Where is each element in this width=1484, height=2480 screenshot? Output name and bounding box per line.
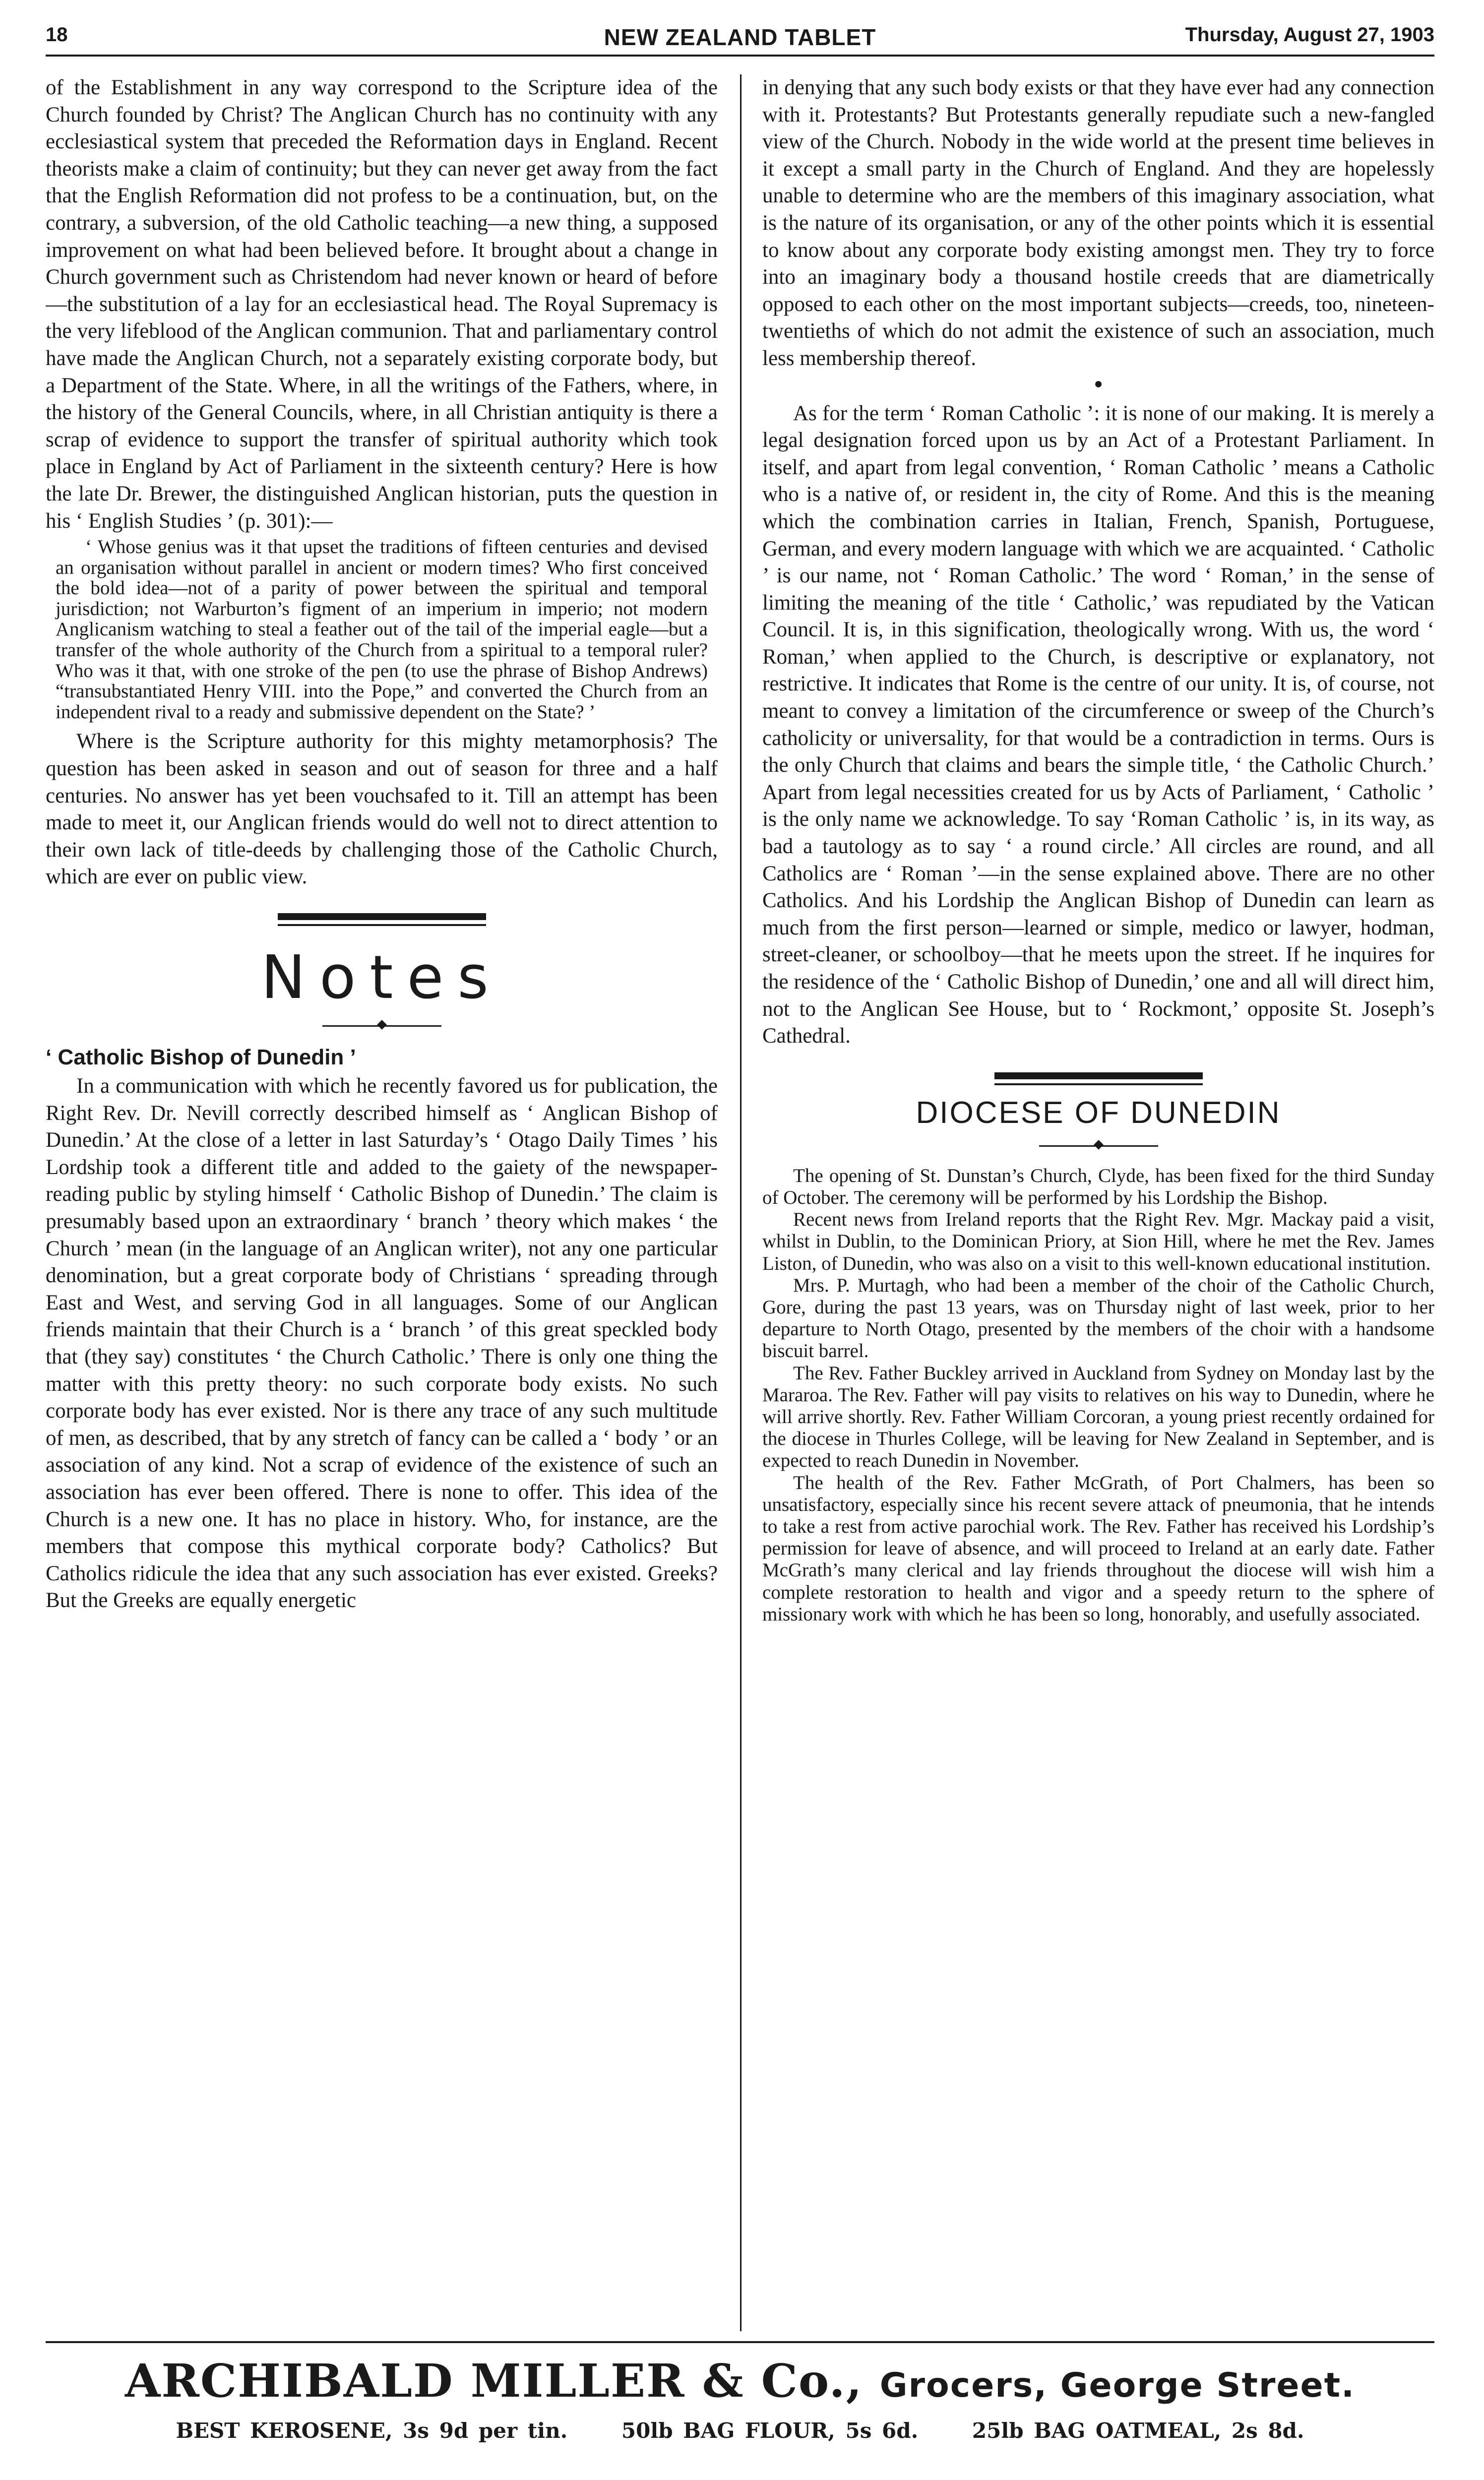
masthead: NEW ZEALAND TABLET bbox=[604, 24, 876, 50]
ad-name: ARCHIBALD MILLER & Co., bbox=[125, 2354, 863, 2408]
ad-tagline: Grocers, George Street. bbox=[879, 2366, 1355, 2405]
right-column bbox=[762, 74, 1434, 2331]
paragraph-dot: ● bbox=[1094, 375, 1103, 392]
notes-paragraph: In a communication with which he recently favored us for publication, the Right Rev. Dr. Nevill correctly described himself as ‘ Anglican Bishop of Dunedin.’ At the close of a letter in last Saturday’s ‘ Otago Daily Times ’ his Lordship took a different title and added to the gaiety of the newspaper-reading public by styling himself ‘ Catholic Bishop of Dunedin.’ The claim is presumably based upon an extraordinary ‘ branch ’ theory which makes ‘ the Church ’ mean (in the language of an Anglican writer), not any one particular denomination, but a great corporate body of Christians ‘ spreading through East and West, and serving God in all languages. Some of our Anglican friends maintain that their Church is a ‘ branch ’ of this great speckled body that (they say) constitutes ‘ the Church Catholic.’ There is only one thing the matter with this pretty theory: no such corporate body exists. No such corporate body has ever existed. Nor is there any trace of any such multitude of men, as described, that by any stretch of fancy can be called a ‘ body ’ or an association of any kind. Not a scrap of evidence of the existence of such an association has ever been offered. There is none to offer. This idea of the Church is a new one. It has no place in history. Who, for instance, are the members that compose this mythical corporate body? Catholics? But Catholics ridicule the idea that any such association has ever existed. Greeks? But the Greeks are equally energetic bbox=[46, 1074, 718, 1612]
price-kerosene: BEST KEROSENE, 3s 9d per tin. bbox=[176, 2418, 568, 2443]
section-divider bbox=[278, 913, 486, 926]
ad-banner bbox=[46, 2351, 1434, 2416]
news-item: The Rev. Father Buckley arrived in Auckland from Sydney on Monday last by the Mararoa. The Rev. Father will pay visits to relatives on his way to Dunedin, where he will arrive shortly. Rev. Father William Corcoran, a young priest recently ordained for the diocese in Thurles College, will be leaving for New Zealand in September, and is expected to reach Dunedin in November. bbox=[762, 1362, 1434, 1472]
page-number: 18 bbox=[46, 24, 68, 46]
column-rule bbox=[740, 74, 742, 2331]
article-paragraph: of the Establishment in any way correspond to the Scripture idea of the Church founded by Christ? The Anglican Church has no continuity with any ecclesiastical system that preceded the Reformation days in England. Recent theorists make a claim of continuity; but they can never get away from the fact that the English Reformation did not profess to be a continuation, but, on the contrary, a subversion, of the old Catholic teaching—a new thing, a supposed improvement on what had been believed before. It brought about a change in Church government such as Christendom had never known or heard of before—the substitution of a lay for an ecclesiastical head. The Royal Supremacy is the very lifeblood of the Anglican communion. That and parliamentary control have made the Anglican Church, not a separately existing corporate body, but a Department of the State. Where, in all the writings of the Fathers, where, in the history of the General Councils, where, in all Christian antiquity is there a scrap of evidence to support the transfer of spiritual authority which took place in England by Act of Parliament in the sixteenth century? Here is how the late Dr. Brewer, the distinguished Anglican historian, puts the question in his ‘ English Studies ’ (p. 301):— bbox=[46, 76, 718, 533]
advertisement bbox=[46, 2341, 1434, 2443]
block-quote: ‘ Whose genius was it that upset the traditions of fifteen centuries and devised an organisation without parallel in ancient or modern times? Who first conceived the bold idea—not of a parity of power between the spiritual and temporal jurisdiction; not Warburton’s figment of an imperium in imperio; not modern Anglicanism watching to steal a feather out of the tail of the imperial eagle—but a transfer of the whole authority of the Church from a spiritual to a temporal ruler? Who was it that, with one stroke of the pen (to use the phrase of Bishop Andrews) “transubstantiated Henry VIII. into the Pope,” and converted the Church from an independent rival to a ready and submissive dependent on the State? ’ bbox=[56, 536, 708, 723]
diocese-heading: DIOCESE OF DUNEDIN bbox=[916, 1095, 1281, 1130]
diamond-divider bbox=[322, 1021, 441, 1030]
issue-date: Thursday, August 27, 1903 bbox=[1185, 24, 1434, 46]
ad-prices bbox=[46, 2418, 1434, 2443]
notes-paragraph: in denying that any such body exists or that they have ever had any connection with it. Protestants? But Protestants generally repudiate such a new-fangled view of the Church. Nobody in the wide world at the present time believes in it except a small party in the Church of England. And they are hopelessly unable to determine who are the members of this imaginary association, what is the nature of its organisation, or any of the other points which it is essential to know about any corporate body existing amongst men. They try to force into an imaginary body a thousand hostile creeds that are diametrically opposed to each other on the most important subjects—creeds, too, nineteen-twentieths of which do not admit the existence of such an association, much less membership thereof. bbox=[762, 76, 1434, 370]
notes-heading: Notes bbox=[261, 943, 502, 1012]
section-divider bbox=[994, 1072, 1203, 1085]
newspaper-page bbox=[46, 20, 1434, 2460]
news-item: Recent news from Ireland reports that the Right Rev. Mgr. Mackay paid a visit, whilst in Dublin, to the Dominican Priory, at Sion Hill, where he met the Rev. James Liston, of Dunedin, who was also on a visit to this well-known educational institution. bbox=[762, 1209, 1434, 1274]
page-header bbox=[46, 20, 1434, 57]
columns bbox=[46, 74, 1434, 2331]
diamond-divider bbox=[1039, 1141, 1158, 1150]
news-item: The opening of St. Dunstan’s Church, Clyde, has been fixed for the third Sunday of October. The ceremony will be performed by his Lordship the Bishop. bbox=[762, 1165, 1434, 1208]
left-column bbox=[46, 74, 718, 2331]
notes-paragraph: As for the term ‘ Roman Catholic ’: it is none of our making. It is merely a legal designation forced upon us by an Act of a Protestant Parliament. In itself, and apart from legal convention, ‘ Roman Catholic ’ means a Catholic who is a native of, or resident in, the city of Rome. And this is the meaning which the combination carries in Italian, French, Spanish, Portuguese, German, and every modern language with which we are acquainted. ‘ Catholic ’ is our name, not ‘ Roman Catholic.’ The word ‘ Roman,’ in the sense of limiting the meaning of the title ‘ Catholic,’ was repudiated by the Vatican Council. It is, in this signification, theologically wrong. With us, the word ‘ Roman,’ when applied to the Church, is descriptive or explanatory, not restrictive. It indicates that Rome is the centre of our unity. It is, of course, not meant to convey a limitation of the circumference or sweep of the Church’s catholicity or universality, for that would be a contradiction in terms. Ours is the only Church that claims and bears the simple title, ‘ the Catholic Church.’ Apart from legal necessities created for us by Acts of Parliament, ‘ Catholic ’ is the only name we acknowledge. To say ‘Roman Catholic ’ is, in its way, as bad a tautology as to say ‘ a round circle.’ All circles are round, and all Catholics are ‘ Roman ’—in the sense explained above. There are no other Catholics. And his Lordship the Anglican Bishop of Dunedin can learn as much from the first person—learned or simple, medico or lawyer, hodman, street-cleaner, or schoolboy—that he meets upon the street. If he inquires for the residence of the ‘ Catholic Bishop of Dunedin,’ one and all will direct him, not to the Anglican See House, but to ‘ Rockmont,’ opposite St. Joseph’s Cathedral. bbox=[762, 401, 1434, 1048]
price-flour: 50lb BAG FLOUR, 5s 6d. bbox=[621, 2418, 919, 2443]
article-paragraph: Where is the Scripture authority for this mighty metamorphosis? The question has been asked in season and out of season for three and a half centuries. No answer has yet been vouchsafed to it. Till an attempt has been made to meet it, our Anglican friends would do well not to direct attention to their own lack of title-deeds by challenging those of the Catholic Church, which are ever on public view. bbox=[46, 730, 718, 889]
notes-subheading: ‘ Catholic Bishop of Dunedin ’ bbox=[46, 1045, 356, 1069]
news-item: The health of the Rev. Father McGrath, of Port Chalmers, has been so unsatisfactory, especially since his recent severe attack of pneumonia, that he intends to take a rest from active parochial work. The Rev. Father has received his Lordship’s permission for leave of absence, and will proceed to Ireland at an early date. Father McGrath’s many clerical and lay friends throughout the diocese will wish him a complete restoration to health and vigor and a speedy return to the sphere of missionary work with which he has been so long, honorably, and usefully associated. bbox=[762, 1472, 1434, 1625]
price-oatmeal: 25lb BAG OATMEAL, 2s 8d. bbox=[972, 2418, 1304, 2443]
news-item: Mrs. P. Murtagh, who had been a member of the choir of the Catholic Church, Gore, during the past 13 years, was on Thursday night of last week, prior to her departure to North Otago, presented by the members of the choir with a handsome biscuit barrel. bbox=[762, 1274, 1434, 1362]
